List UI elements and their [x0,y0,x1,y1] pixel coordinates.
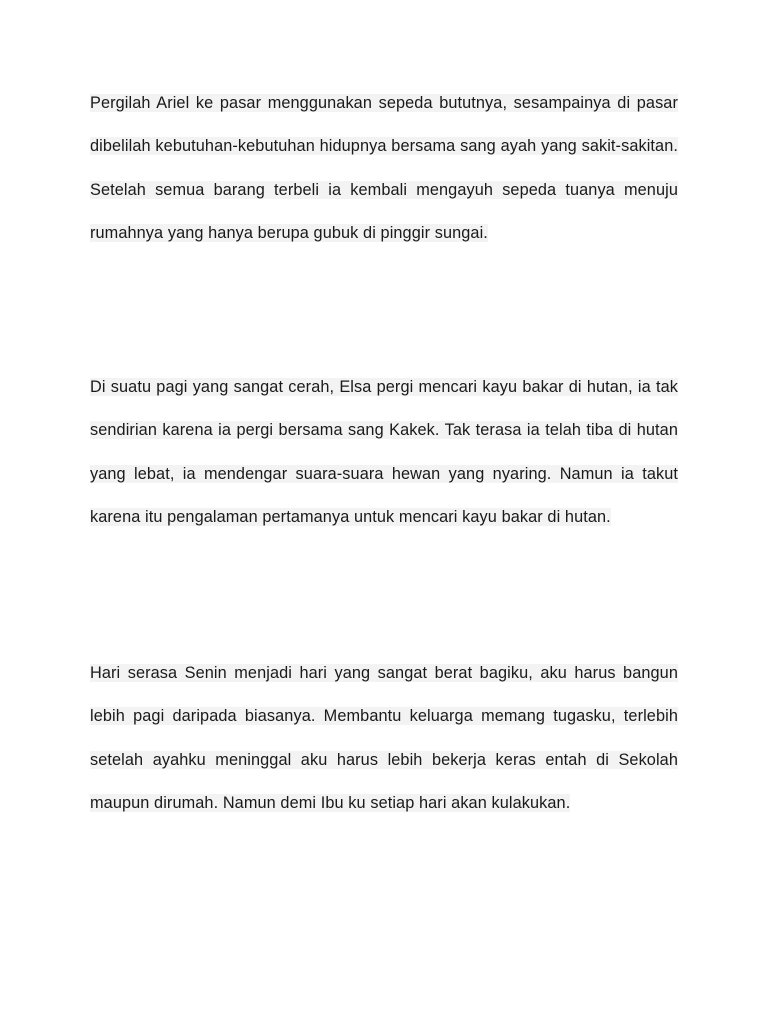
paragraph-2-text: Di suatu pagi yang sangat cerah, Elsa pergi mencari kayu bakar di hutan, ia tak sendirian karena ia pergi bersama sang Kakek. Tak terasa ia telah tiba di hutan yang lebat, ia mendengar suara-suara hewan yang nyaring. Namun ia takut karena itu pengalaman pertamanya untuk mencari kayu bakar di hutan. [90,378,678,526]
paragraph-2 [90,366,678,539]
paragraph-3 [90,652,678,825]
paragraph-1-text: Pergilah Ariel ke pasar menggunakan sepeda bututnya, sesampainya di pasar dibelilah kebutuhan-kebutuhan hidupnya bersama sang ayah yang sakit-sakitan. Setelah semua barang terbeli ia kembali mengayuh sepeda tuanya menuju rumahnya yang hanya berupa gubuk di pinggir sungai. [90,94,678,242]
paragraph-1 [90,82,678,255]
paragraph-3-text: Hari serasa Senin menjadi hari yang sangat berat bagiku, aku harus bangun lebih pagi daripada biasanya. Membantu keluarga memang tugasku, terlebih setelah ayahku meninggal aku harus lebih bekerja keras entah di Sekolah maupun dirumah. Namun demi Ibu ku setiap hari akan kulakukan. [90,664,678,812]
